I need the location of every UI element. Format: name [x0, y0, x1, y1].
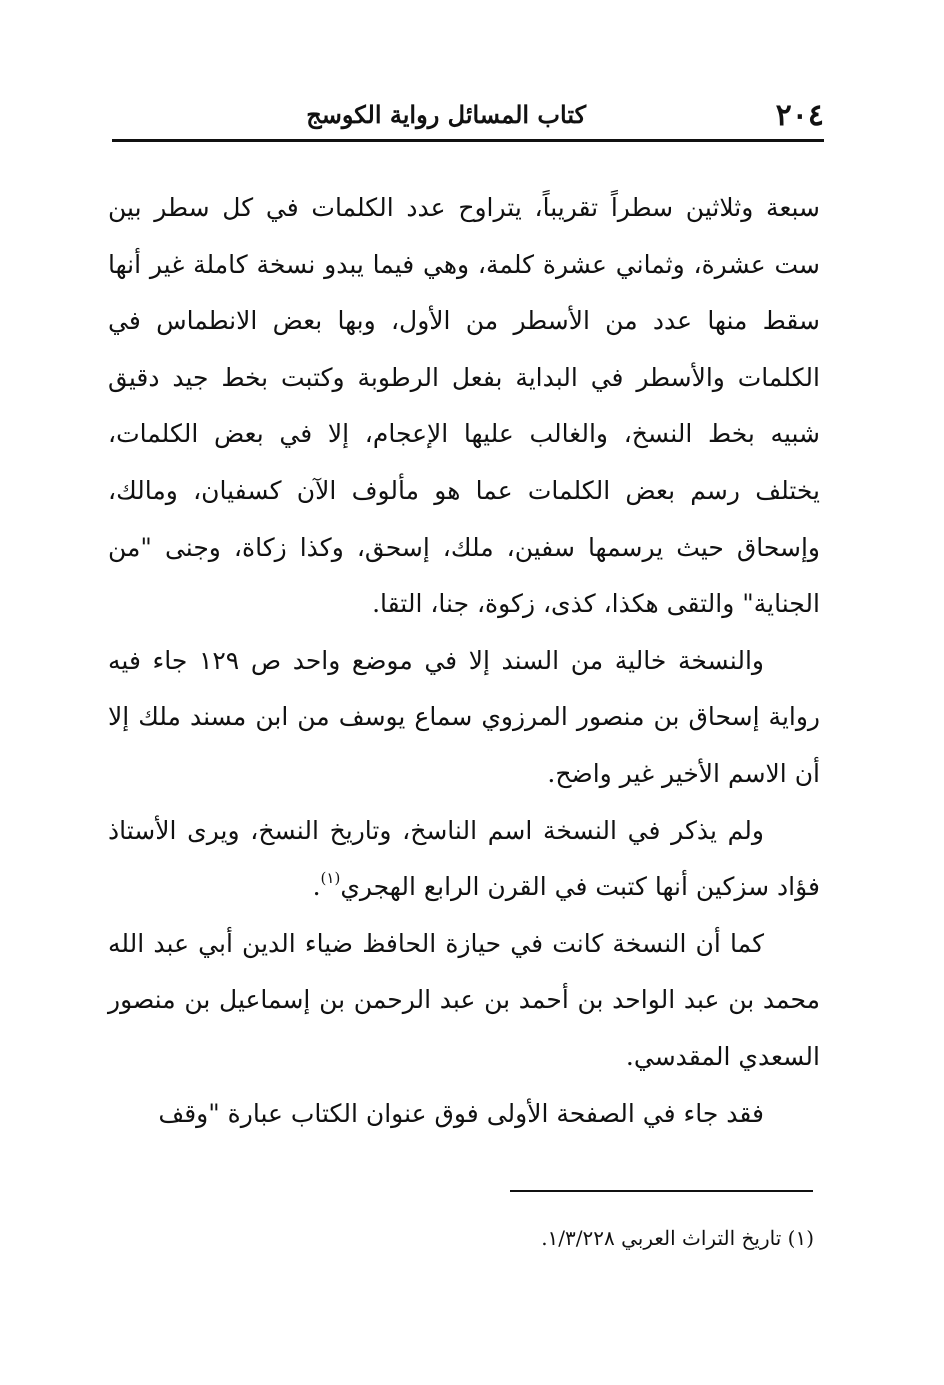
page-number: ٢٠٤	[775, 98, 824, 133]
paragraph-2: والنسخة خالية من السند إلا في موضع واحد ص ١٢٩ جاء فيه رواية إسحاق بن منصور المرزوي سماع يوسف من ابن مسند ملك إلا أن الاسم الأخير غير واضح.	[108, 645, 820, 788]
paragraph-4: كما أن النسخة كانت في حيازة الحافظ ضياء الدين أبي عبد الله محمد بن عبد الواحد بن أحمد بن عبد الرحمن بن إسماعيل بن منصور السعدي المقدسي.	[108, 928, 820, 1071]
running-title: كتاب المسائل رواية الكوسج	[306, 100, 586, 129]
footnote-1: (١) تاريخ التراث العربي ١/٣/٢٢٨.	[541, 1226, 814, 1250]
footnote-rule	[510, 1190, 813, 1192]
paragraph-3-end: .	[312, 872, 321, 902]
paragraph-5: فقد جاء في الصفحة الأولى فوق عنوان الكتاب عبارة "وقف	[158, 1098, 764, 1128]
page-header	[112, 96, 824, 136]
body-text	[108, 180, 820, 1142]
paragraph-3	[108, 803, 820, 916]
paragraph-3-text: ولم يذكر في النسخة اسم الناسخ، وتاريخ النسخ، ويرى الأستاذ فؤاد سزكين أنها كتبت في القرن الرابع الهجري	[108, 815, 820, 902]
footnote-reference[interactable]: (١)	[320, 869, 341, 888]
header-rule	[112, 139, 824, 142]
paragraph-1: سبعة وثلاثين سطراً تقريباً، يتراوح عدد الكلمات في كل سطر بين ست عشرة، وثماني عشرة كلمة، وهي فيما يبدو نسخة كاملة غير أنها سقط منها عدد من الأسطر من الأول، وبها بعض الانطماس في الكلمات والأسطر في البداية بفعل الرطوبة وكتبت بخط جيد دقيق شبيه بخط النسخ، والغالب عليها الإعجام، إلا في بعض الكلمات، يختلف رسم بعض الكلمات عما هو مألوف الآن كسفيان، ومالك، وإسحاق حيث يرسمها سفين، ملك، إسحق، وكذا زكاة، وجنى "من الجناية" والتقى هكذا، كذى، زكوة، جنا، التقا.	[108, 193, 820, 619]
